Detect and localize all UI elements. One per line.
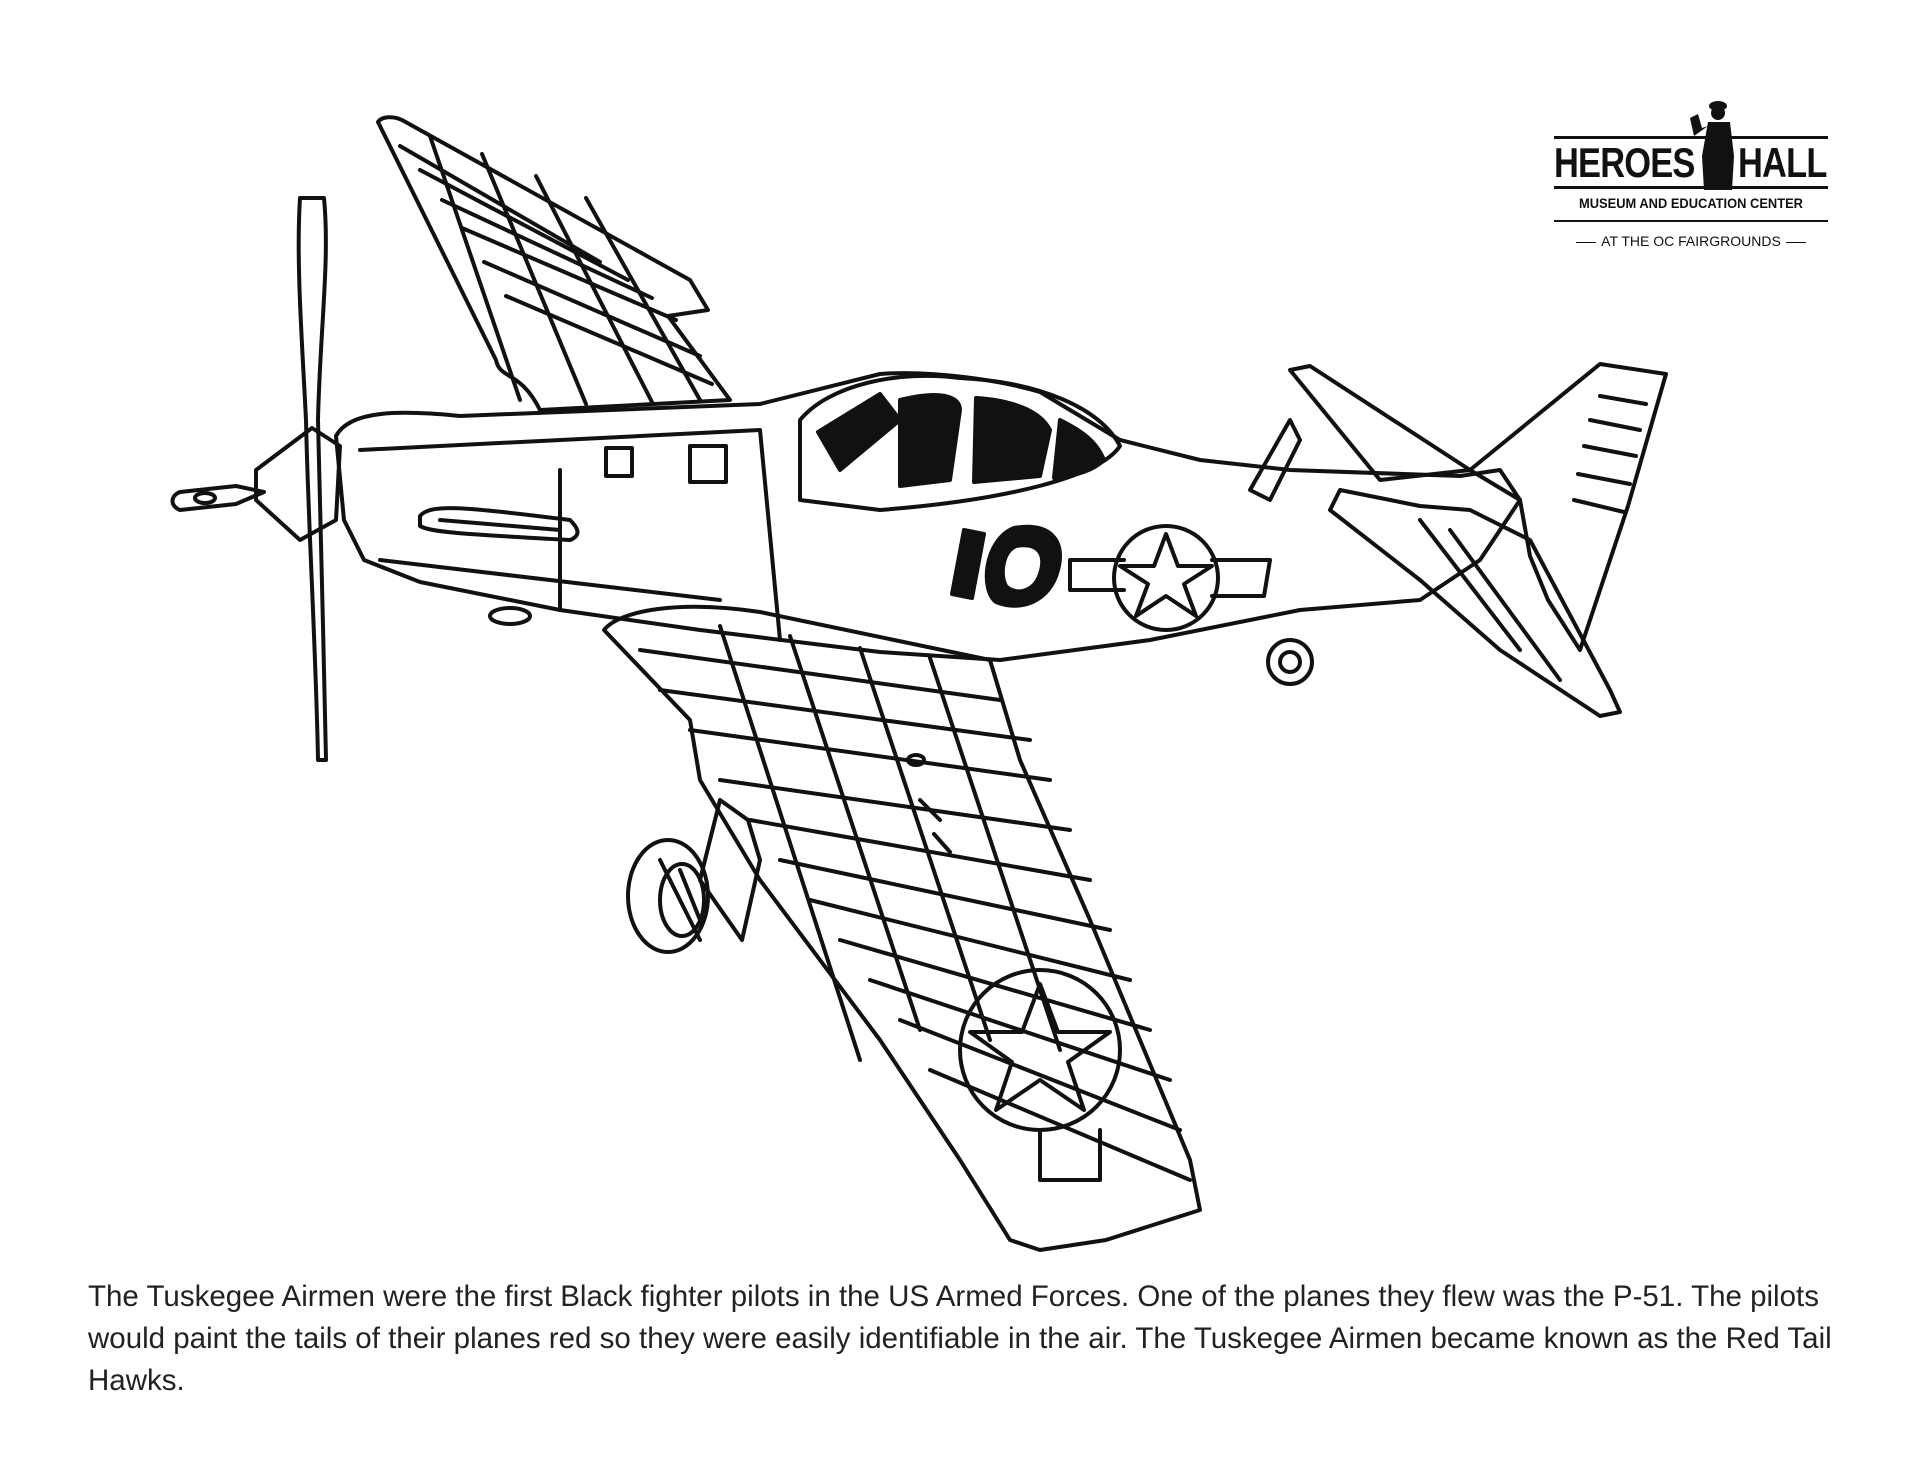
caption-text: The Tuskegee Airmen were the first Black fighter pilots in the US Armed Forces. One of the planes they flew was the P-51. The pilots would paint the tails of their planes red so they were easily identifiable in the air. The Tuskegee Airmen became known as the Red Tail Hawks. <box>88 1280 1832 1397</box>
logo-rule <box>1554 220 1828 222</box>
fuselage <box>336 373 1520 660</box>
heroes-hall-logo <box>1548 96 1836 262</box>
logo-word-heroes: HEROES <box>1554 139 1695 186</box>
saluting-soldier-icon <box>1688 96 1744 190</box>
dash-icon <box>1786 242 1806 243</box>
logo-tagline <box>1554 233 1828 249</box>
logo-rule <box>1554 186 1828 189</box>
upper-wing <box>378 117 730 410</box>
logo-subtitle: MUSEUM AND EDUCATION CENTER <box>1579 195 1803 211</box>
logo-tagline-text: AT THE OC FAIRGROUNDS <box>1601 233 1781 249</box>
propeller-icon <box>173 198 341 760</box>
dash-icon <box>1576 242 1596 243</box>
logo-word-hall: HALL <box>1738 139 1827 186</box>
tail <box>1250 364 1666 716</box>
